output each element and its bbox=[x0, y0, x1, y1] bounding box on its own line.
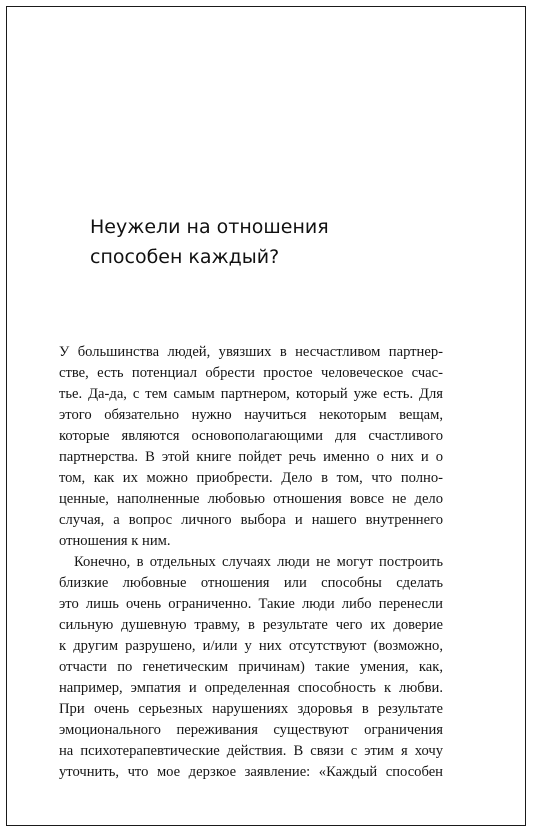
text-line: которые являются основополагающими для счастливого bbox=[59, 428, 443, 444]
text-line: случая, а вопрос личного выбора и нашего внутреннего bbox=[59, 512, 443, 528]
text-line: к другим разрушено, и/или у них отсутствуют (возможно, bbox=[59, 638, 443, 654]
text-line: этого обязательно нужно научиться некоторым вещам, bbox=[59, 407, 443, 423]
text-line: на психотерапевтические действия. В связи с этим я хочу bbox=[59, 743, 443, 759]
text-line: отношения к ним. bbox=[59, 533, 171, 549]
text-line: сильную душевную травму, в результате чего их доверие bbox=[59, 617, 443, 633]
text-line: Конечно, в отдельных случаях люди не могут построить bbox=[74, 554, 443, 570]
chapter-title-line-1: Неужели на отношения bbox=[90, 216, 329, 238]
text-line: эмоционального переживания существуют ограничения bbox=[59, 722, 443, 738]
text-line: У большинства людей, увязших в несчастливом партнер- bbox=[59, 344, 443, 360]
text-line: например, эмпатия и определенная способность к любви. bbox=[59, 680, 443, 696]
text-line: отчасти по генетическим причинам) такие умения, как, bbox=[59, 659, 443, 675]
text-line: тье. Да-да, с тем самым партнером, который уже есть. Для bbox=[59, 386, 443, 402]
paragraph-2 bbox=[59, 552, 443, 783]
body-text bbox=[59, 342, 443, 783]
text-line: ценные, наполненные любовью отношения вовсе не дело bbox=[59, 491, 443, 507]
chapter-title bbox=[90, 212, 470, 272]
text-line: стве, есть потенциал обрести простое человеческое счас- bbox=[59, 365, 443, 381]
text-line: том, как их можно приобрести. Дело в том, что полно- bbox=[59, 470, 443, 486]
text-line: это лишь очень ограниченно. Такие люди либо перенесли bbox=[59, 596, 443, 612]
text-line: близкие любовные отношения или способны сделать bbox=[59, 575, 443, 591]
text-line: партнерства. В этой книге пойдет речь именно о них и о bbox=[59, 449, 443, 465]
text-line: При очень серьезных нарушениях здоровья в результате bbox=[59, 701, 443, 717]
text-line: уточнить, что мое дерзкое заявление: «Каждый способен bbox=[59, 764, 443, 780]
paragraph-1 bbox=[59, 342, 443, 552]
chapter-title-line-2: способен каждый? bbox=[90, 246, 280, 268]
